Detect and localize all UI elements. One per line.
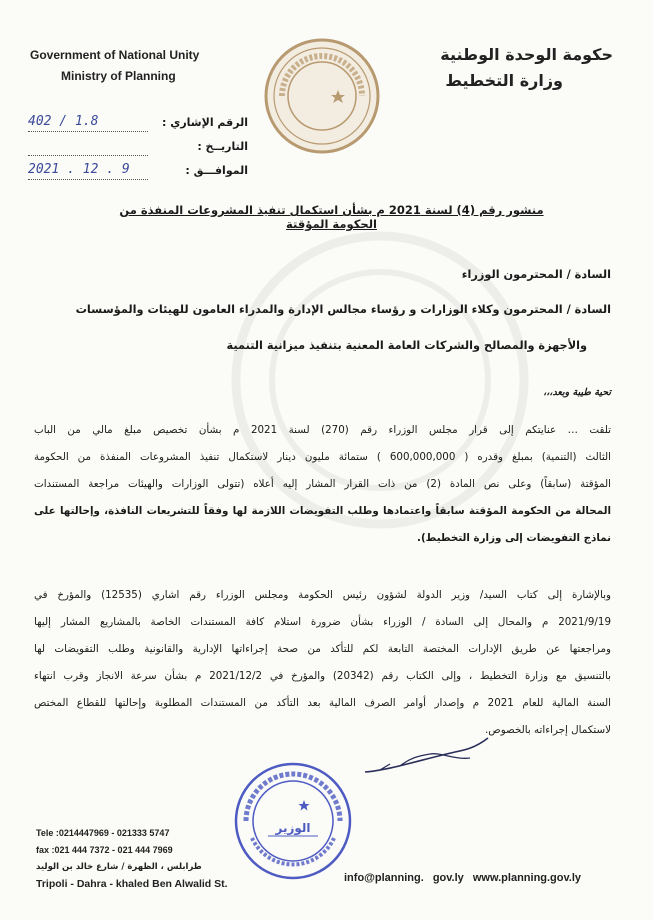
ministry-emblem-icon (262, 36, 382, 156)
circular-subject: منشور رقم (4) لسنة 2021 م بشأن استكمال تنفيذ المشروعات المنفذة من الحكومة المؤقتة (119, 203, 544, 231)
header-english (30, 45, 230, 87)
header-en-ministry: Ministry of Planning (61, 69, 176, 83)
paragraph-1-line: المحالة من الحكومة المؤقتة سابقاً واعتمادها وطلب التفويضات اللازمة لها وفقاً للتشريعات النافذة، وإحالتها على (34, 505, 611, 517)
ref-date-label: التاريــخ : (197, 140, 248, 153)
contact-web (344, 872, 614, 884)
contact-address-en: Tripoli - Dahra - khaled Ben Alwalid St. (36, 878, 228, 890)
paragraph-1-line: الثالث (التنمية) بمبلغ وقدره ( 600,000,000 ) ستمائة مليون دينار لاستكمال تنفيذ المشروعات المنفذة من الحكومة (34, 451, 611, 463)
ref-number-value: 402 / 1.8 (28, 114, 148, 132)
paragraph-2-line: لاستكمال إجراءاته بالخصوص. (484, 724, 611, 736)
ref-corresponding-value: 2021 . 12 . 9 (28, 162, 148, 180)
header-ar-ministry: وزارة التخطيط (445, 71, 563, 90)
header-en-government: Government of National Unity (30, 48, 200, 62)
website-link[interactable]: www.planning.gov.ly (472, 872, 582, 884)
reference-fields (18, 114, 268, 186)
header-arabic (413, 42, 613, 94)
stamp-minister-text: الوزير (275, 821, 311, 835)
paragraph-2-line: ومراجعتها عن طريق الإدارات المختصة التابعة لكم للتأكد من صحة إجراءاتها الإدارية والقانونية وطلب التفويضات لها (34, 643, 611, 655)
greeting: تحية طيبة وبعد،،، (543, 387, 611, 398)
paragraph-2-line: السنة المالية للعام 2021 م وإصدار أوامر الصرف المالية بعد التأكد من المستندات المطلوبة وإحالتها للقطاع المختص (34, 697, 611, 709)
paragraph-1-line: تلقت … عنايتكم إلى قرار مجلس الوزراء رقم (270) لسنة 2021 م بشأن تخصيص مبلغ مالي من الباب (34, 424, 611, 436)
paragraph-1 (34, 417, 611, 552)
contact-tele: Tele :0214447969 - 021333 5747 (36, 828, 170, 838)
contact-block (36, 825, 256, 893)
email-link[interactable]: info@planning. gov.ly (344, 872, 464, 884)
ref-date-row (18, 138, 268, 162)
paragraph-2 (34, 582, 611, 744)
ref-number-row (18, 114, 268, 138)
contact-address-ar: طرابلس ، الظهرة / شارع خالد بن الوليد (36, 862, 202, 872)
ref-corresponding-label: الموافـــق : (185, 164, 248, 177)
contact-fax: fax :021 444 7372 - 021 444 7969 (36, 845, 173, 855)
paragraph-1-line: المؤقتة (سابقاً) وعلى نص المادة (2) من ذات القرار المشار إليه أعلاه (تتولى الوزارات والهيئات مراجعة المستندات (34, 478, 611, 490)
addressee-deputies: السادة / المحترمون وكلاء الوزارات و رؤساء مجالس الإدارة والمدراء العامون للهيئات والمؤسسات (75, 303, 611, 316)
ref-number-label: الرقم الإشاري : (162, 116, 248, 129)
paragraph-2-line: وبالإشارة إلى كتاب السيد/ وزير الدولة لشؤون رئيس الحكومة ومجلس الوزراء رقم اشاري (12535) والمؤرخ في (34, 589, 611, 601)
paragraph-2-line: 2021/9/19 م والمحال إلى السادة / الوزراء بشأن ضرورة استلام كافة المستندات الخاصة بالمشاريع المشار إليها (34, 616, 611, 628)
ref-date-value (28, 138, 148, 156)
header-ar-government: حكومة الوحدة الوطنية (440, 45, 613, 64)
addressee-ministers: السادة / المحترمون الوزراء (461, 268, 611, 281)
paragraph-1-line: نماذج التفويضات إلى وزارة التخطيط). (417, 532, 611, 544)
paragraph-2-line: بالتنسيق مع وزارة التخطيط ، وإلى الكتاب رقم (20342) والمؤرخ في 2021/12/2 م بشأن سرعة الانجاز وقرب انتهاء (34, 670, 611, 682)
ref-corresponding-row (18, 162, 268, 186)
minister-signature-icon (360, 730, 490, 780)
addressee-agencies: والأجهزة والمصالح والشركات العامة المعنية بتنفيذ ميزانية التنمية (226, 339, 587, 352)
